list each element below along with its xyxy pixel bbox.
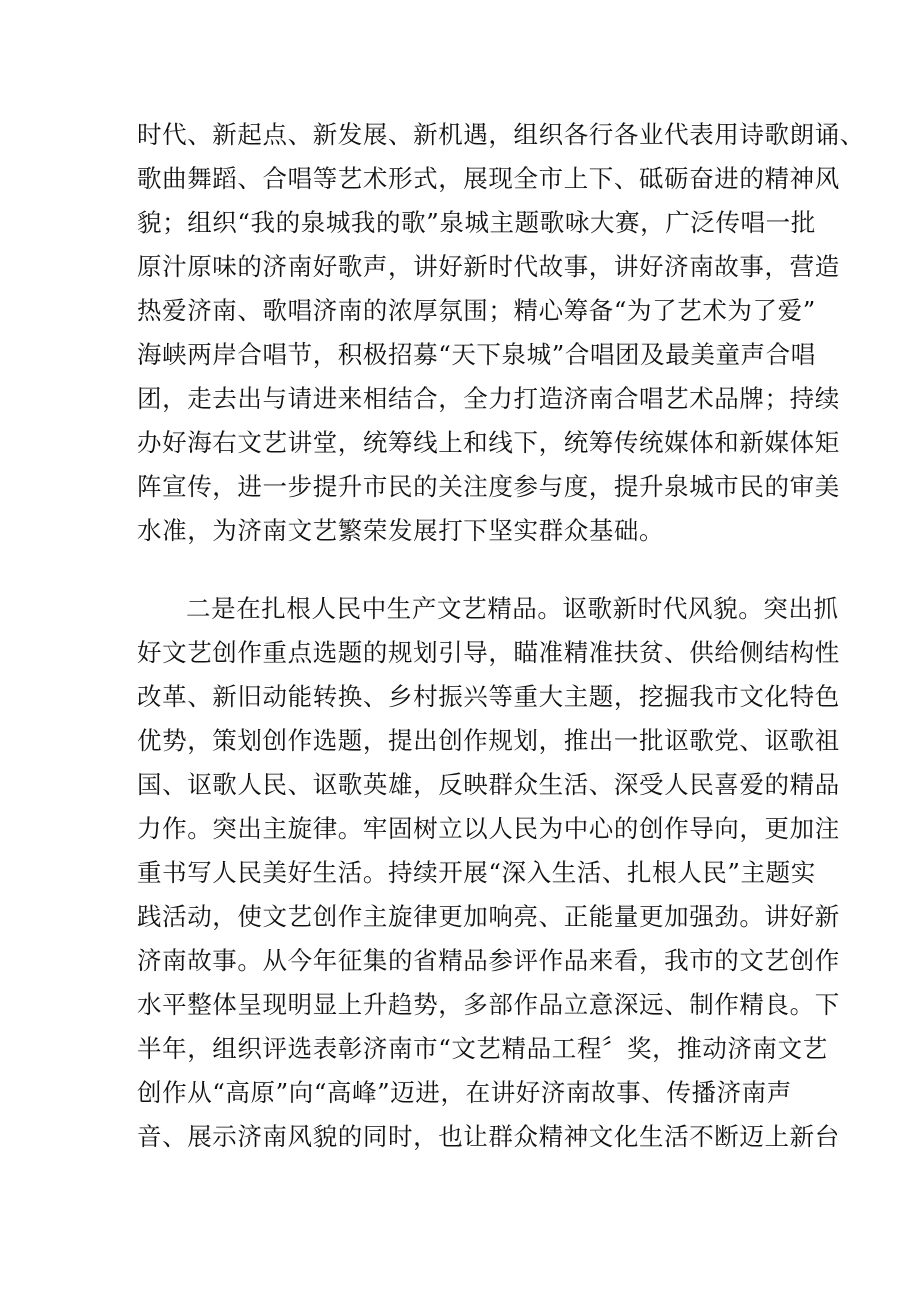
text-line: 原汁原味的济南好歌声，讲好新时代故事，讲好济南故事，营造 (137, 252, 840, 281)
text-line: 践活动，使文艺创作主旋律更加响亮、正能量更加强劲。讲好新 (137, 902, 840, 931)
text-line: 海峡两岸合唱节，积极招募“天下泉城”合唱团及最美童声合唱 (137, 340, 816, 369)
text-line: 改革、新旧动能转换、乡村振兴等重大主题，挖掘我市文化特色 (137, 682, 840, 711)
text-line: 济南故事。从今年征集的省精品参评作品来看，我市的文艺创作 (137, 946, 840, 975)
text-line: 阵宣传，进一步提升市民的关注度参与度，提升泉城市民的审美 (137, 472, 840, 501)
text-line: 办好海右文艺讲堂，统筹线上和线下，统筹传统媒体和新媒体矩 (137, 428, 840, 457)
text-line: 貌；组织“我的泉城我的歌”泉城主题歌咏大赛，广泛传唱一批 (137, 208, 816, 237)
text-line: 团，走去出与请进来相结合，全力打造济南合唱艺术品牌；持续 (137, 384, 840, 413)
text-line: 水平整体呈现明显上升趋势，多部作品立意深远、制作精良。下 (137, 990, 840, 1019)
text-line: 半年，组织评选表彰济南市“文艺精品工程〞奖，推动济南文艺 (137, 1034, 828, 1063)
text-line: 水准，为济南文艺繁荣发展打下坚实群众基础。 (137, 516, 665, 545)
text-line: 歌曲舞蹈、合唱等艺术形式，展现全市上下、砥砺奋进的精神风 (137, 164, 840, 193)
text-line: 国、讴歌人民、讴歌英雄，反映群众生活、深受人民喜爱的精品 (137, 770, 840, 799)
text-line: 重书写人民美好生活。持续开展“深入生活、扎根人民”主题实 (137, 858, 816, 887)
text-line: 热爱济南、歌唱济南的浓厚氛围；精心筹备“为了艺术为了爱” (137, 296, 816, 325)
text-line: 优势，策划创作选题，提出创作规划，推出一批讴歌党、讴歌祖 (137, 726, 840, 755)
text-line: 音、展示济南风貌的同时，也让群众精神文化生活不断迈上新台 (137, 1122, 840, 1151)
text-line: 二是在扎根人民中生产文艺精品。讴歌新时代风貌。突出抓 (186, 594, 839, 623)
text-line: 好文艺创作重点选题的规划引导，瞄准精准扶贫、供给侧结构性 (137, 638, 840, 667)
text-line: 时代、新起点、新发展、新机遇，组织各行各业代表用诗歌朗诵、 (137, 120, 865, 149)
text-line: 力作。突出主旋律。牢固树立以人民为中心的创作导向，更加注 (137, 814, 840, 843)
text-line: 创作从“高原”向“高峰”迈进，在讲好济南故事、传播济南声 (137, 1078, 792, 1107)
